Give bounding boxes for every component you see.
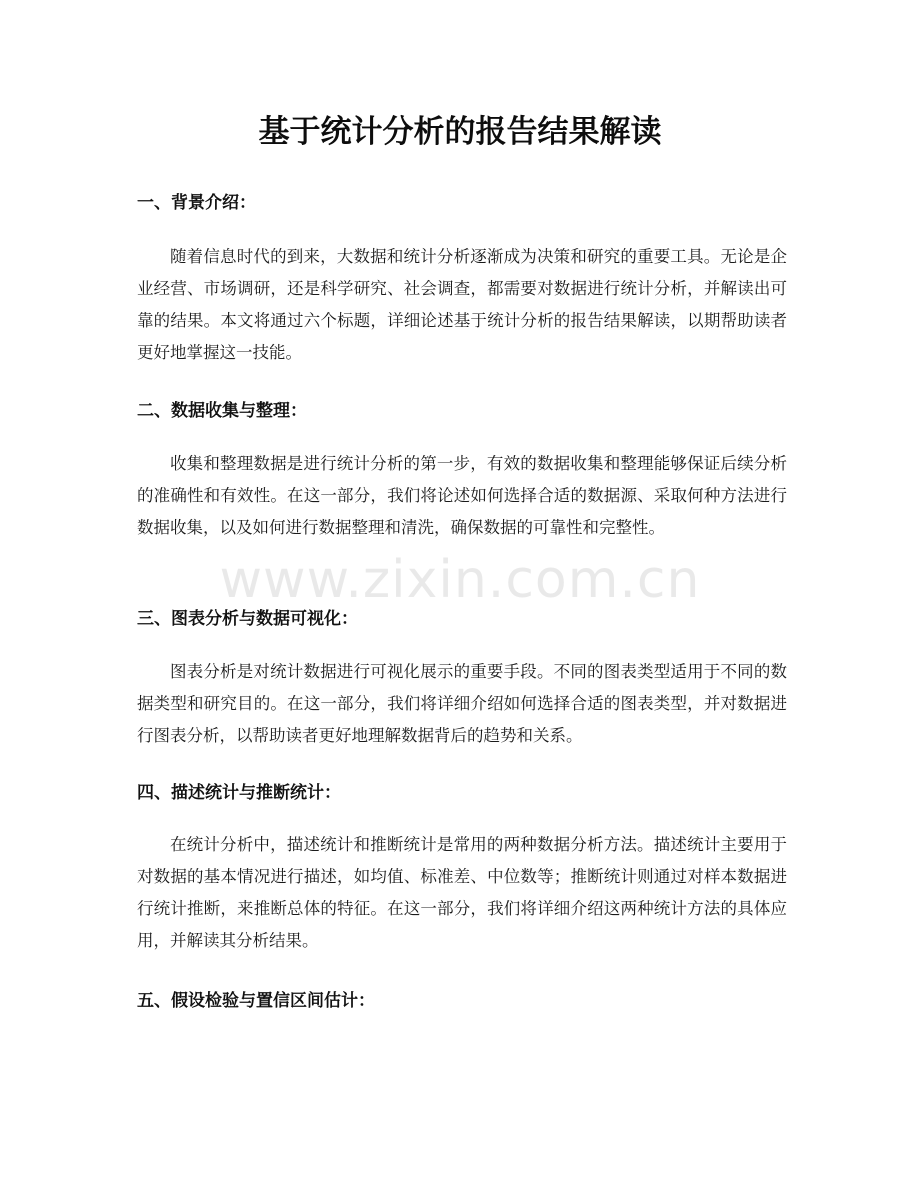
page-title: 基于统计分析的报告结果解读 xyxy=(258,114,662,150)
section-heading-statistics: 四、描述统计与推断统计： xyxy=(137,783,341,803)
section-heading-hypothesis-testing: 五、假设检验与置信区间估计： xyxy=(137,991,375,1011)
watermark-text: www.zixin.com.cn xyxy=(219,550,701,610)
section-paragraph-chart-analysis: 图表分析是对统计数据进行可视化展示的重要手段。不同的图表类型适用于不同的数据类型和研究目的。在这一部分，我们将详细介绍如何选择合适的图表类型，并对数据进行图表分析，以帮助读者更好地理解数据背后的趋势和关系。 xyxy=(137,662,787,745)
section-paragraph-statistics: 在统计分析中，描述统计和推断统计是常用的两种数据分析方法。描述统计主要用于对数据的基本情况进行描述，如均值、标准差、中位数等；推断统计则通过对样本数据进行统计推断，来推断总体的特征。在这一部分，我们将详细介绍这两种统计方法的具体应用，并解读其分析结果。 xyxy=(137,835,787,950)
section-heading-chart-analysis: 三、图表分析与数据可视化： xyxy=(137,609,358,629)
section-heading-data-collection: 二、数据收集与整理： xyxy=(137,401,307,421)
section-paragraph-background: 随着信息时代的到来，大数据和统计分析逐渐成为决策和研究的重要工具。无论是企业经营、市场调研，还是科学研究、社会调查，都需要对数据进行统计分析，并解读出可靠的结果。本文将通过六个标题，详细论述基于统计分析的报告结果解读，以期帮助读者更好地掌握这一技能。 xyxy=(137,247,787,362)
section-heading-background: 一、背景介绍： xyxy=(137,193,256,213)
section-paragraph-data-collection: 收集和整理数据是进行统计分析的第一步，有效的数据收集和整理能够保证后续分析的准确性和有效性。在这一部分，我们将论述如何选择合适的数据源、采取何种方法进行数据收集，以及如何进行数据整理和清洗，确保数据的可靠性和完整性。 xyxy=(137,454,787,537)
